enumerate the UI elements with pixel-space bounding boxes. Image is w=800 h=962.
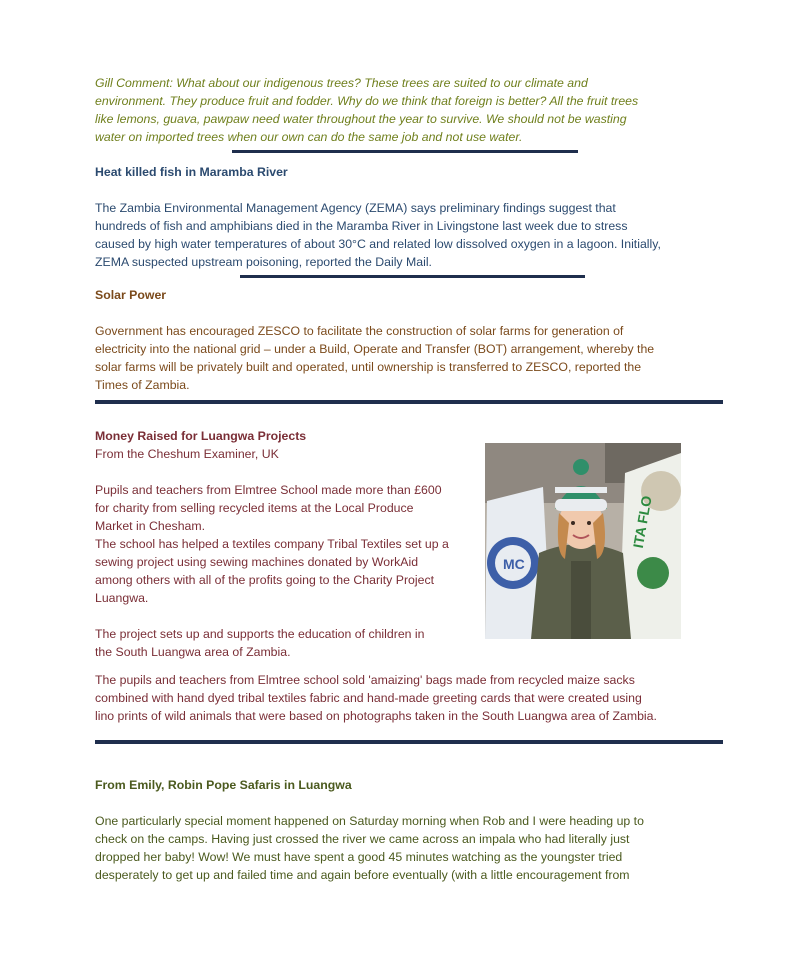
luangwa-closing	[95, 671, 735, 725]
fish-heading: Heat killed fish in Maramba River	[95, 165, 288, 179]
luangwa-article	[95, 427, 480, 661]
fish-line: caused by high water temperatures of about 30°C and related low dissolved oxygen in a lagoon. Initially,	[95, 237, 661, 251]
gill-comment-line: like lemons, guava, pawpaw need water throughout the year to survive. We should not be wasting	[95, 112, 627, 126]
luangwa-line: The pupils and teachers from Elmtree school sold 'amaizing' bags made from recycled maize sacks	[95, 673, 635, 687]
luangwa-source: From the Cheshum Examiner, UK	[95, 447, 279, 461]
solar-line: solar farms will be privately built and operated, until ownership is transferred to ZESCO, reported the	[95, 360, 642, 374]
section-divider	[240, 275, 585, 278]
luangwa-line: sewing project using sewing machines donated by WorkAid	[95, 555, 419, 569]
luangwa-line: Luangwa.	[95, 591, 149, 605]
emily-heading: From Emily, Robin Pope Safaris in Luangwa	[95, 778, 352, 792]
fish-line: hundreds of fish and amphibians died in the Maramba River in Livingstone last week due to stress	[95, 219, 628, 233]
gill-comment-line: water on imported trees when our own can do the same job and not use water.	[95, 130, 523, 144]
luangwa-line: Market in Chesham.	[95, 519, 206, 533]
section-divider	[95, 740, 723, 744]
fish-line: ZEMA suspected upstream poisoning, reported the Daily Mail.	[95, 255, 432, 269]
emily-line: One particularly special moment happened on Saturday morning when Rob and I were heading up to	[95, 814, 644, 828]
left-sack-text: MC	[503, 556, 525, 572]
right-sack-text: ITA FLO	[629, 494, 655, 550]
gill-comment-line: environment. They produce fruit and fodder. Why do we think that foreign is better? All the fruit trees	[95, 94, 639, 108]
solar-article	[95, 286, 707, 394]
emily-line: dropped her baby! Wow! We must have spent a good 45 minutes watching as the youngster tried	[95, 850, 623, 864]
gill-comment	[95, 74, 707, 146]
fish-article	[95, 163, 707, 271]
solar-line: electricity into the national grid – under a Build, Operate and Transfer (BOT) arrangement, whereby the	[95, 342, 655, 356]
girl-with-maize-bags-photo	[485, 443, 681, 639]
solar-line: Times of Zambia.	[95, 378, 190, 392]
luangwa-line: for charity from selling recycled items at the Local Produce	[95, 501, 414, 515]
luangwa-line: among others with all of the profits going to the Charity Project	[95, 573, 435, 587]
gill-comment-line: Gill Comment: What about our indigenous trees? These trees are suited to our climate and	[95, 76, 588, 90]
luangwa-line: Pupils and teachers from Elmtree School made more than £600	[95, 483, 442, 497]
fish-line: The Zambia Environmental Management Agency (ZEMA) says preliminary findings suggest that	[95, 201, 616, 215]
section-divider	[95, 400, 723, 404]
emily-article	[95, 776, 715, 884]
section-divider	[232, 150, 578, 153]
luangwa-line: The school has helped a textiles company Tribal Textiles set up a	[95, 537, 449, 551]
luangwa-line: The project sets up and supports the education of children in	[95, 627, 425, 641]
solar-line: Government has encouraged ZESCO to facilitate the construction of solar farms for generation of	[95, 324, 624, 338]
luangwa-line: the South Luangwa area of Zambia.	[95, 645, 291, 659]
solar-heading: Solar Power	[95, 288, 167, 302]
luangwa-heading: Money Raised for Luangwa Projects	[95, 429, 307, 443]
emily-line: desperately to get up and failed time and again before eventually (with a little encouragement from	[95, 868, 630, 882]
luangwa-line: lino prints of wild animals that were based on photographs taken in the South Luangwa area of Zambia.	[95, 709, 657, 723]
luangwa-line: combined with hand dyed tribal textiles fabric and hand-made greeting cards that were created using	[95, 691, 642, 705]
emily-line: check on the camps. Having just crossed the river we came across an impala who had literally just	[95, 832, 630, 846]
